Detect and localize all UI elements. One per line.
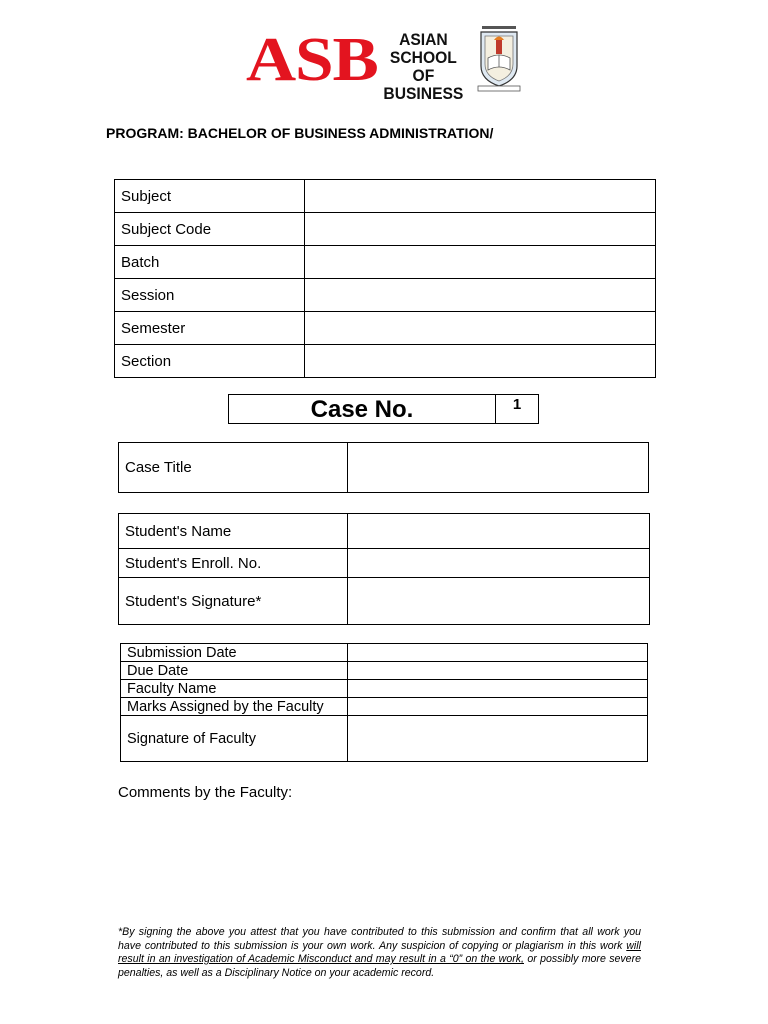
table-row bbox=[121, 662, 648, 680]
case-title-table bbox=[118, 442, 649, 493]
table-row bbox=[115, 213, 656, 246]
due-date-field[interactable] bbox=[348, 662, 648, 680]
logo-letters: ASB bbox=[246, 26, 378, 94]
table-row bbox=[119, 443, 649, 493]
disclaimer-note bbox=[118, 926, 641, 980]
row-label: Marks Assigned by the Faculty bbox=[121, 698, 348, 716]
row-label: Session bbox=[115, 279, 305, 312]
faculty-signature-field[interactable] bbox=[348, 716, 648, 762]
table-row bbox=[121, 680, 648, 698]
row-label: Subject Code bbox=[115, 213, 305, 246]
disclaimer-underlined-text: will result in an investigation of Academic Misconduct and may result in a “0” on the work, bbox=[118, 939, 641, 965]
session-field[interactable] bbox=[305, 279, 656, 312]
asb-logo bbox=[246, 26, 522, 103]
program-title: PROGRAM: BACHELOR OF BUSINESS ADMINISTRATION/ bbox=[106, 125, 494, 141]
submission-details-table bbox=[120, 643, 648, 762]
row-label: Signature of Faculty bbox=[121, 716, 348, 762]
table-row bbox=[121, 644, 648, 662]
row-label: Due Date bbox=[121, 662, 348, 680]
student-details-table bbox=[118, 513, 650, 625]
crest-icon bbox=[476, 26, 522, 92]
student-signature-field[interactable] bbox=[348, 578, 650, 625]
case-number-box bbox=[228, 394, 539, 424]
batch-field[interactable] bbox=[305, 246, 656, 279]
submission-date-field[interactable] bbox=[348, 644, 648, 662]
row-label: Subject bbox=[115, 180, 305, 213]
row-label: Submission Date bbox=[121, 644, 348, 662]
row-label: Faculty Name bbox=[121, 680, 348, 698]
section-field[interactable] bbox=[305, 345, 656, 378]
marks-field[interactable] bbox=[348, 698, 648, 716]
table-row bbox=[115, 279, 656, 312]
row-label: Batch bbox=[115, 246, 305, 279]
row-label: Section bbox=[115, 345, 305, 378]
comments-label: Comments by the Faculty: bbox=[118, 784, 293, 801]
table-row bbox=[115, 345, 656, 378]
logo-word-business: BUSINESS bbox=[383, 84, 464, 103]
table-row bbox=[115, 180, 656, 213]
disclaimer-text: *By signing the above you attest that you have contributed to this submission and confirm that all work you have contributed to this submission is your own work. Any suspicion of copying or plagiarism in this work bbox=[118, 926, 641, 952]
row-label: Student's Enroll. No. bbox=[119, 549, 348, 578]
row-label: Student's Signature* bbox=[119, 578, 348, 625]
disclaimer-text-end: or possibly more severe penalties, as well as a Disciplinary Notice on your academic record. bbox=[118, 953, 641, 979]
subject-code-field[interactable] bbox=[305, 213, 656, 246]
table-row bbox=[119, 514, 650, 549]
table-row bbox=[121, 716, 648, 762]
row-label: Student's Name bbox=[119, 514, 348, 549]
subject-field[interactable] bbox=[305, 180, 656, 213]
student-enroll-field[interactable] bbox=[348, 549, 650, 578]
case-number: 1 bbox=[512, 396, 522, 413]
table-row bbox=[119, 549, 650, 578]
semester-field[interactable] bbox=[305, 312, 656, 345]
row-label: Semester bbox=[115, 312, 305, 345]
faculty-name-field[interactable] bbox=[348, 680, 648, 698]
table-row bbox=[119, 578, 650, 625]
logo-word-asian: ASIAN bbox=[399, 30, 448, 49]
student-name-field[interactable] bbox=[348, 514, 650, 549]
logo-words bbox=[382, 31, 465, 103]
case-label: Case No. bbox=[229, 395, 496, 423]
table-row bbox=[121, 698, 648, 716]
course-details-table bbox=[114, 179, 656, 378]
table-row bbox=[115, 246, 656, 279]
case-title-field[interactable] bbox=[348, 443, 649, 493]
logo-word-school-of: SCHOOL OF bbox=[389, 48, 457, 85]
row-label: Case Title bbox=[119, 443, 348, 493]
table-row bbox=[115, 312, 656, 345]
